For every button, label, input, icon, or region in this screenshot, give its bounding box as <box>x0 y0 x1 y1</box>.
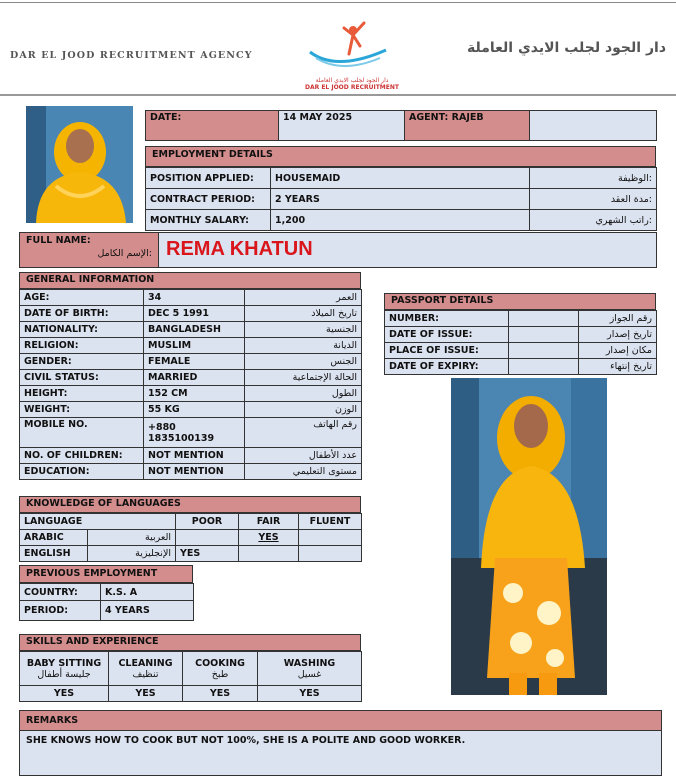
prev-period-value: 4 YEARS <box>101 601 194 621</box>
general-info-value: DEC 5 1991 <box>144 306 245 322</box>
lang-arabic-fair: YES <box>239 530 299 546</box>
skill-washing-value: YES <box>258 686 362 702</box>
skill-baby-sitting <box>20 652 109 686</box>
header-rule <box>0 94 676 96</box>
passport-table <box>384 310 657 375</box>
salary-label: MONTHLY SALARY: <box>146 210 271 231</box>
position-label: POSITION APPLIED: <box>146 168 271 189</box>
general-info-label: CIVIL STATUS: <box>20 370 144 386</box>
languages-table <box>19 513 362 562</box>
col-poor: POOR <box>176 514 239 530</box>
general-info-label: NO. OF CHILDREN: <box>20 448 144 464</box>
agent-value <box>530 111 657 141</box>
passport-expiry-label-ar: تاريخ إنتهاء <box>579 359 657 375</box>
agency-name-ar: دار الجود لجلب الايدي العاملة <box>466 40 666 56</box>
general-info-row <box>20 322 362 338</box>
position-label-ar: الوظيفة: <box>530 168 657 189</box>
full-name-value: REMA KHATUN <box>166 238 313 260</box>
general-info-value: MARRIED <box>144 370 245 386</box>
general-info-value <box>144 418 245 448</box>
col-language: LANGUAGE <box>20 514 176 530</box>
previous-employment-header: PREVIOUS EMPLOYMENT <box>19 565 193 583</box>
logo-arabic-text: دار الجود لجلب الايدي العاملة <box>315 77 389 84</box>
general-info-table <box>19 289 362 480</box>
passport-header: PASSPORT DETAILS <box>384 293 656 310</box>
contract-label: CONTRACT PERIOD: <box>146 189 271 210</box>
general-info-value: 34 <box>144 290 245 306</box>
general-info-label-ar: الطول <box>245 386 362 402</box>
general-info-label-ar: تاريخ الميلاد <box>245 306 362 322</box>
general-info-label-ar: عدد الأطفال <box>245 448 362 464</box>
general-info-row <box>20 464 362 480</box>
skill-cooking-ar: طبخ <box>211 668 229 680</box>
date-agent-table <box>145 110 657 141</box>
lang-arabic-en: ARABIC <box>20 530 88 546</box>
skill-baby-sitting-value: YES <box>20 686 109 702</box>
general-info-row <box>20 370 362 386</box>
general-info-row <box>20 306 362 322</box>
lang-english-poor: YES <box>176 546 239 562</box>
skill-cleaning-ar: تنظيف <box>132 668 159 680</box>
skill-cleaning <box>109 652 183 686</box>
general-info-value: BANGLADESH <box>144 322 245 338</box>
skill-cleaning-value: YES <box>109 686 183 702</box>
general-info-row <box>20 290 362 306</box>
full-name-label: FULL NAME: <box>26 235 91 246</box>
prev-country-label: COUNTRY: <box>20 584 101 601</box>
skill-cooking-value: YES <box>183 686 258 702</box>
general-info-row <box>20 386 362 402</box>
general-info-label-ar: الديانة <box>245 338 362 354</box>
logo-english-text: DAR EL JOOD RECRUITMENT <box>305 84 399 91</box>
general-info-label-ar: الحالة الإجتماعية <box>245 370 362 386</box>
passport-issue-place-value <box>509 343 579 359</box>
passport-expiry-label: DATE OF EXPIRY: <box>385 359 509 375</box>
general-info-row <box>20 448 362 464</box>
skill-cleaning-en: CLEANING <box>118 657 173 669</box>
skill-cooking-en: COOKING <box>195 657 245 669</box>
general-info-label-ar: مستوى التعليمي <box>245 464 362 480</box>
employment-details-header: EMPLOYMENT DETAILS <box>145 146 656 167</box>
full-name-label-cell <box>20 233 159 267</box>
general-info-label: HEIGHT: <box>20 386 144 402</box>
general-info-label: AGE: <box>20 290 144 306</box>
mobile-country-code: +880 <box>148 421 176 433</box>
skill-baby-sitting-ar: جليسة أطفال <box>37 668 91 680</box>
lang-arabic-ar: العربية <box>88 530 176 546</box>
lang-english-ar: الإنجليزية <box>88 546 176 562</box>
general-info-label-ar: العمر <box>245 290 362 306</box>
general-info-value: FEMALE <box>144 354 245 370</box>
col-fair: FAIR <box>239 514 299 530</box>
general-info-value: 55 KG <box>144 402 245 418</box>
general-info-label: WEIGHT: <box>20 402 144 418</box>
general-info-row <box>20 338 362 354</box>
general-info-label-ar: الجنس <box>245 354 362 370</box>
lang-english-fair <box>239 546 299 562</box>
agent-label: AGENT: RAJEB <box>405 111 530 141</box>
passport-issue-place-label: PLACE OF ISSUE: <box>385 343 509 359</box>
contract-label-ar: مدة العقد: <box>530 189 657 210</box>
date-label: DATE: <box>146 111 279 141</box>
full-name-box <box>19 232 657 268</box>
candidate-photo-small <box>26 106 133 223</box>
passport-number-value <box>509 311 579 327</box>
lang-arabic-fluent <box>299 530 362 546</box>
passport-expiry-value <box>509 359 579 375</box>
remarks-header: REMARKS <box>19 710 662 731</box>
skill-washing-ar: غسيل <box>297 668 322 680</box>
salary-label-ar: راتب الشهري: <box>530 210 657 231</box>
contract-value: 2 YEARS <box>271 189 530 210</box>
skills-header: SKILLS AND EXPERIENCE <box>19 634 361 651</box>
general-info-row <box>20 418 362 448</box>
lang-english-en: ENGLISH <box>20 546 88 562</box>
skill-cooking <box>183 652 258 686</box>
general-info-label: RELIGION: <box>20 338 144 354</box>
lang-arabic-poor <box>176 530 239 546</box>
skill-washing-en: WASHING <box>283 657 336 669</box>
general-info-label: GENDER: <box>20 354 144 370</box>
skills-table <box>19 651 362 702</box>
general-info-label: DATE OF BIRTH: <box>20 306 144 322</box>
passport-issue-date-label: DATE OF ISSUE: <box>385 327 509 343</box>
prev-country-value: K.S. A <box>101 584 194 601</box>
passport-number-label: NUMBER: <box>385 311 509 327</box>
skill-baby-sitting-en: BABY SITTING <box>26 657 102 669</box>
general-info-label: MOBILE NO. <box>20 418 144 448</box>
languages-header: KNOWLEDGE OF LANGUAGES <box>19 496 361 513</box>
general-info-label-ar: رقم الهاتف <box>245 418 362 448</box>
general-info-value: MUSLIM <box>144 338 245 354</box>
general-info-value: 152 CM <box>144 386 245 402</box>
agency-name-en: DAR EL JOOD RECRUITMENT AGENCY <box>10 50 253 61</box>
full-name-label-ar: الإسم الكامل: <box>97 248 152 259</box>
lang-english-fluent <box>299 546 362 562</box>
general-info-header: GENERAL INFORMATION <box>19 272 361 289</box>
passport-issue-place-label-ar: مكان إصدار <box>579 343 657 359</box>
top-rule <box>0 2 676 3</box>
employment-table <box>145 167 657 231</box>
previous-employment-table <box>19 583 194 621</box>
general-info-label-ar: الوزن <box>245 402 362 418</box>
prev-period-label: PERIOD: <box>20 601 101 621</box>
remarks-text: SHE KNOWS HOW TO COOK BUT NOT 100%, SHE IS A POLITE AND GOOD WORKER. <box>19 731 662 776</box>
candidate-photo-large <box>451 378 607 695</box>
general-info-row <box>20 354 362 370</box>
general-info-label-ar: الجنسية <box>245 322 362 338</box>
general-info-label: NATIONALITY: <box>20 322 144 338</box>
passport-issue-date-value <box>509 327 579 343</box>
general-info-value: NOT MENTION <box>144 464 245 480</box>
general-info-value: NOT MENTION <box>144 448 245 464</box>
mobile-number: 1835100139 <box>148 432 215 444</box>
general-info-row <box>20 402 362 418</box>
position-value: HOUSEMAID <box>271 168 530 189</box>
date-value: 14 MAY 2025 <box>279 111 405 141</box>
salary-value: 1,200 <box>271 210 530 231</box>
general-info-label: EDUCATION: <box>20 464 144 480</box>
passport-issue-date-label-ar: تاريخ إصدار <box>579 327 657 343</box>
skill-washing <box>258 652 362 686</box>
passport-number-label-ar: رقم الجواز <box>579 311 657 327</box>
col-fluent: FLUENT <box>299 514 362 530</box>
agency-logo <box>296 14 408 92</box>
